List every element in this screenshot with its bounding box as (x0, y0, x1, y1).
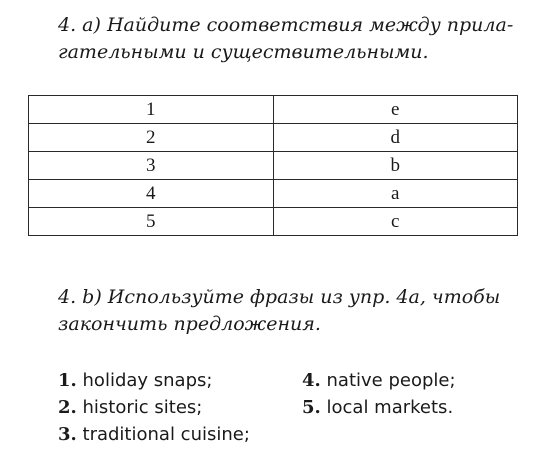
table-row (29, 124, 518, 152)
exercise-4a-heading: 4. a) Найдите соответствия между прила- гательными и существительными. (58, 14, 514, 63)
answer-item (58, 394, 250, 421)
matching-table (28, 95, 518, 236)
answer-text: traditional cuisine; (76, 424, 250, 445)
table-cell-letter: d (273, 124, 518, 152)
table-row (29, 96, 518, 124)
table-cell-number: 1 (29, 96, 274, 124)
exercise-4b-heading: 4. b) Используйте фразы из упр. 4a, чтобы закончить предложения. (58, 286, 501, 335)
answer-item (58, 367, 250, 394)
answer-number: 2. (58, 397, 77, 418)
answer-number: 1. (58, 370, 77, 391)
answer-number: 4. (302, 370, 321, 391)
answer-item (302, 367, 456, 394)
table-cell-letter: e (273, 96, 518, 124)
answer-text: local markets. (320, 397, 454, 418)
table-cell-number: 5 (29, 208, 274, 236)
table-cell-number: 4 (29, 180, 274, 208)
answers-right-column (302, 367, 456, 421)
table-row (29, 208, 518, 236)
table-cell-letter: b (273, 152, 518, 180)
answer-number: 3. (58, 424, 77, 445)
table-cell-letter: a (273, 180, 518, 208)
answer-item (302, 394, 456, 421)
answer-text: holiday snaps; (76, 370, 213, 391)
table-cell-number: 2 (29, 124, 274, 152)
answer-item (58, 421, 250, 448)
answer-text: historic sites; (76, 397, 203, 418)
answers-left-column (58, 367, 250, 448)
table-cell-number: 3 (29, 152, 274, 180)
answer-number: 5. (302, 397, 321, 418)
answer-text: native people; (320, 370, 456, 391)
table-cell-letter: c (273, 208, 518, 236)
table-row (29, 152, 518, 180)
table-row (29, 180, 518, 208)
